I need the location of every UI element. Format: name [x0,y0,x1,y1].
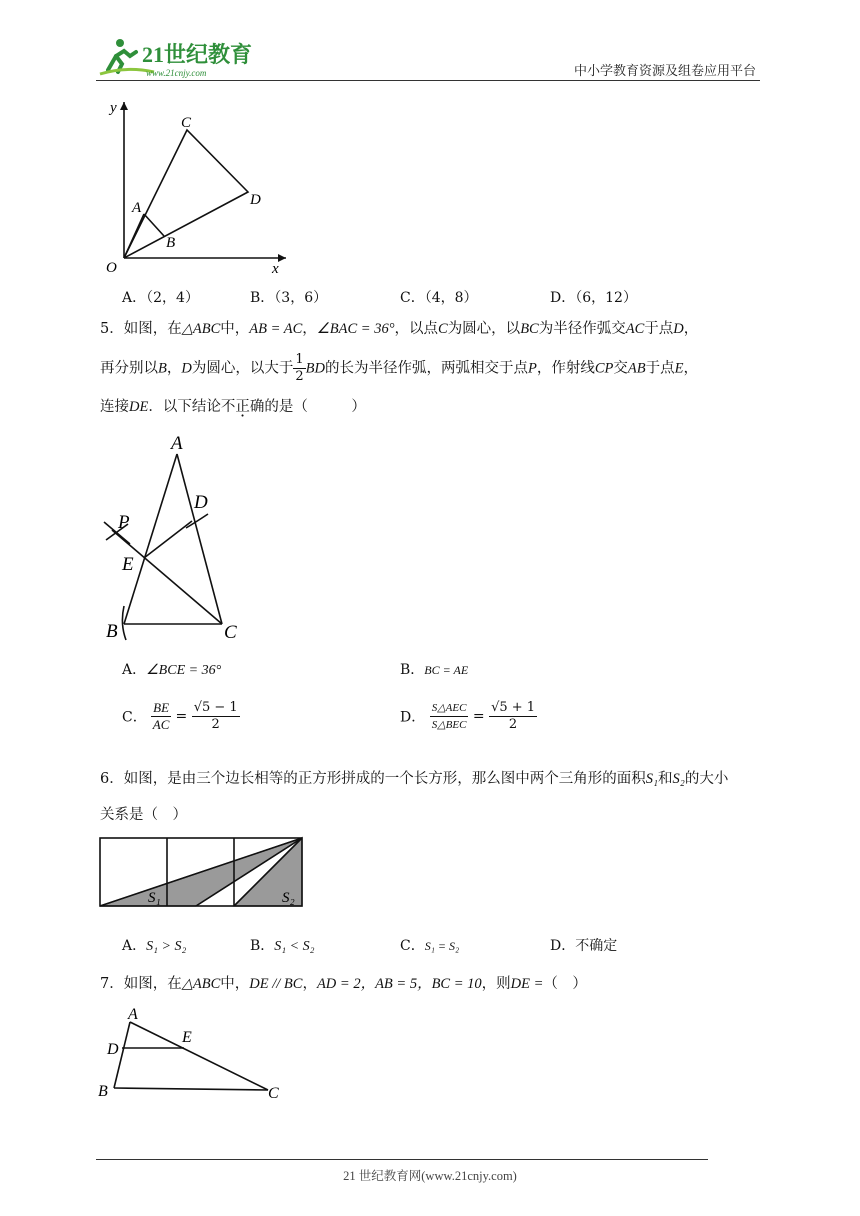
q5-text: ， [166,360,182,377]
option-letter: D． [400,709,426,726]
q5-math: BD [305,360,325,377]
option-c-rhs-fraction [192,700,240,733]
fraction-denominator: AC [152,717,170,732]
q6-figure [98,836,306,910]
q7-label-e: E [182,1029,192,1046]
fraction-numerator: 1 [295,352,304,367]
q5-math: C [438,321,448,337]
fraction-numerator: √5 − 1 [193,700,238,715]
q4-label-a: A [132,200,142,216]
option-letter: B． [250,290,275,306]
q6-math: S₁ [645,771,659,787]
q5-text: ， [302,321,317,337]
q5-text: 于点 [644,321,674,337]
option-text: （4，8） [424,290,478,306]
option-letter: D． [550,290,576,306]
q5-math: D [673,321,684,337]
footer-divider [96,1159,708,1160]
q4-option-d[interactable] [550,287,637,307]
q7-label-b: B [98,1083,108,1100]
q7-figure [96,1004,292,1104]
q5-text: ，以点 [394,321,439,337]
q7-text: 7．如图，在 [100,976,182,992]
q7-text: ，则 [481,976,511,992]
q7-math: DE // BC [249,976,303,992]
q7-math: DE = [510,976,544,992]
q5-math: E [674,360,684,377]
q7-label-d: D [107,1041,119,1058]
option-text: BC = AE [424,663,469,677]
q5-math: AC [625,321,645,337]
q5-text: ， [683,360,698,377]
q5-text: 于点 [645,360,675,377]
q7-text: （ ） [543,976,587,992]
q4-option-b[interactable] [250,287,327,307]
q5-figure [100,428,250,643]
q6-option-b[interactable] [250,935,314,955]
q5-math: P [527,360,537,377]
logo-text: 21世纪教育 [142,42,253,67]
q6-text: 6．如图，是由三个边长相等的正方形拼成的一个长方形，那么图中两个三角形的面积 [100,771,646,787]
option-letter: D． [550,938,576,954]
q6-label-s2: S₂ [282,890,295,906]
q7-label-c: C [268,1085,279,1102]
q5-math: DE [129,399,149,415]
option-text: 不确定 [575,938,618,954]
option-c-lhs-fraction [151,700,171,733]
option-d-lhs-fraction [430,700,469,733]
fraction-denominator: 2 [211,717,220,732]
q7-math: AD = 2，AB = 5，BC = 10 [316,976,482,992]
q5-math: AB [627,360,646,377]
q5-math: CP [594,360,614,377]
q4-figure [100,96,300,278]
q5-fraction-half [293,352,305,385]
q5-math: ∠BAC = 36° [316,321,395,337]
q6-line-1 [100,768,780,790]
fraction-numerator: BE [153,700,170,715]
q5-text: 交 [613,360,628,377]
q5-emphasis-text: 不正确 [220,399,265,415]
fraction-numerator: S△AEC [430,700,469,717]
footer-site-text: 21 世纪教育网(www.21cnjy.com) [343,1169,517,1183]
option-letter: B． [250,938,275,954]
q5-text: ．以下结论 [148,399,221,415]
q5-math: AB = AC [249,321,303,337]
q5-text: 为半径作弧交 [538,321,626,337]
option-d-rhs-fraction [489,700,537,733]
logo-url: www.21cnjy.com [146,68,207,78]
option-text: S₁ > S₂ [146,939,187,954]
option-text: ∠BCE = 36° [146,663,222,678]
option-letter: A． [122,290,147,306]
q4-option-a[interactable] [122,287,199,307]
option-letter: C． [400,938,425,954]
q5-math: BC [520,321,539,337]
option-text: （6，12） [575,290,637,306]
q5-math: △ABC [181,321,221,337]
q5-label-d: D [194,492,208,513]
equals-sign: = [472,708,485,725]
q6-math: S₂ [672,771,685,787]
q6-text: 的大小 [684,771,729,787]
q5-text: 再分别以 [100,360,158,377]
q5-math: B [158,360,167,377]
fraction-denominator: S△BEC [431,719,467,731]
q5-text: 的长为半径作弧，两弧相交于点 [324,360,528,377]
option-letter: C． [122,709,147,726]
option-text: S₁ = S₂ [424,939,460,953]
fraction-denominator: 2 [295,369,304,384]
q5-line-2 [100,352,780,385]
q4-label-x: x [272,261,279,277]
q5-line-3 [100,396,366,418]
site-logo [96,34,256,80]
q6-line-2: 关系是（ ） [100,807,187,823]
q7-math: △ABC [181,976,221,992]
q5-option-c[interactable] [122,700,240,733]
q5-option-d[interactable] [400,700,537,733]
q5-math: D [181,360,192,377]
fraction-numerator: √5 + 1 [491,700,536,715]
q4-label-d: D [250,192,261,208]
option-text: （2，4） [146,290,199,306]
q6-text: 和 [658,771,673,787]
q5-text: 5．如图，在 [100,321,182,337]
q4-label-b: B [166,235,176,251]
q5-text: ， [683,321,699,337]
q4-label-c: C [181,115,192,131]
header-divider [96,80,760,81]
option-letter: A． [122,938,147,954]
q6-label-s1: S₁ [148,890,161,906]
q5-label-c: C [224,622,237,643]
q5-line-1 [100,318,770,340]
q5-option-b[interactable] [400,659,468,679]
q5-label-b: B [106,621,118,642]
option-text: S₁ < S₂ [274,939,315,954]
logo-runner-icon [96,34,256,80]
q5-text: ，作射线 [536,360,595,377]
q5-label-e: E [122,554,134,575]
q7-line [100,973,780,995]
q7-text: ， [302,976,317,992]
q4-label-y: y [110,100,117,116]
q6-option-d[interactable] [550,935,617,955]
q5-option-a[interactable] [122,659,221,679]
q6-option-a[interactable] [122,935,186,955]
q5-text: 的是（ ） [264,399,366,415]
option-letter: B． [400,662,425,678]
header-platform-text: 中小学教育资源及组卷应用平台 [573,64,756,79]
option-letter: A． [122,662,147,678]
q5-text: 连接 [100,399,129,415]
option-text: （3，6） [274,290,328,306]
q7-text: 中， [220,976,250,992]
equals-sign: = [175,708,188,725]
q5-text: 为圆心，以大于 [191,360,294,377]
q5-label-p: P [118,512,130,533]
q7-label-a: A [128,1006,138,1023]
q5-label-a: A [171,433,183,454]
option-letter: C． [400,290,425,306]
q5-text: 为圆心，以 [447,321,521,337]
fraction-denominator: 2 [508,717,518,732]
q6-option-c[interactable] [400,935,459,955]
q4-option-c[interactable] [400,287,478,307]
q4-label-o: O [106,260,117,276]
q5-text: 中， [220,321,250,337]
